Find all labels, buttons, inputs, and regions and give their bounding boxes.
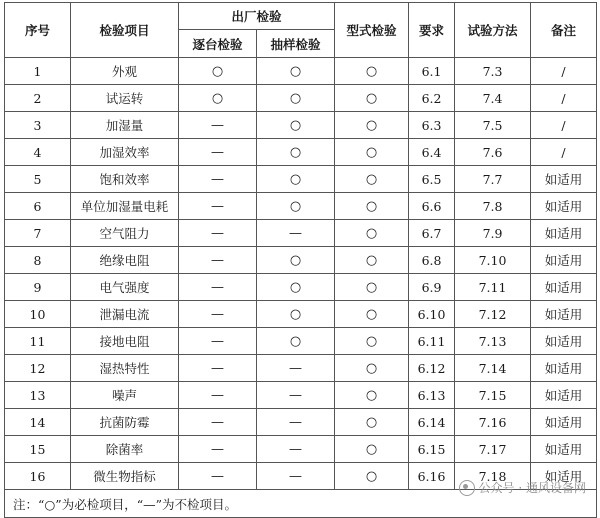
table-row — [5, 139, 597, 166]
cell-type-test: ○ — [335, 193, 409, 220]
wechat-icon — [459, 480, 475, 496]
cell-requirement: 6.1 — [409, 58, 455, 85]
header-type-test: 型式检验 — [335, 3, 409, 58]
cell-seq: 13 — [5, 382, 71, 409]
cell-seq: 4 — [5, 139, 71, 166]
cell-type-test: ○ — [335, 328, 409, 355]
cell-sample: ○ — [257, 193, 335, 220]
cell-method: 7.4 — [455, 85, 531, 112]
header-remark: 备注 — [531, 3, 597, 58]
table-row — [5, 166, 597, 193]
table-row — [5, 382, 597, 409]
cell-remark: 如适用 — [531, 328, 597, 355]
cell-seq: 14 — [5, 409, 71, 436]
cell-each: — — [179, 301, 257, 328]
header-test-method: 试验方法 — [455, 3, 531, 58]
cell-each: — — [179, 355, 257, 382]
cell-type-test: ○ — [335, 382, 409, 409]
cell-item: 电气强度 — [71, 274, 179, 301]
cell-requirement: 6.9 — [409, 274, 455, 301]
cell-remark: 如适用 — [531, 166, 597, 193]
cell-sample: — — [257, 220, 335, 247]
cell-seq: 9 — [5, 274, 71, 301]
cell-each: — — [179, 193, 257, 220]
cell-requirement: 6.10 — [409, 301, 455, 328]
table-row — [5, 436, 597, 463]
cell-each: — — [179, 247, 257, 274]
cell-method: 7.12 — [455, 301, 531, 328]
cell-type-test: ○ — [335, 58, 409, 85]
cell-seq: 11 — [5, 328, 71, 355]
cell-requirement: 6.6 — [409, 193, 455, 220]
cell-remark: 如适用 — [531, 274, 597, 301]
cell-method: 7.10 — [455, 247, 531, 274]
cell-seq: 1 — [5, 58, 71, 85]
cell-each: — — [179, 274, 257, 301]
cell-item: 噪声 — [71, 382, 179, 409]
cell-type-test: ○ — [335, 112, 409, 139]
cell-method: 7.7 — [455, 166, 531, 193]
cell-remark: 如适用 — [531, 463, 597, 490]
cell-each: — — [179, 409, 257, 436]
header-item: 检验项目 — [71, 3, 179, 58]
header-requirement: 要求 — [409, 3, 455, 58]
cell-seq: 15 — [5, 436, 71, 463]
cell-method: 7.17 — [455, 436, 531, 463]
cell-method: 7.8 — [455, 193, 531, 220]
table-row — [5, 274, 597, 301]
cell-sample: ○ — [257, 274, 335, 301]
cell-each: — — [179, 463, 257, 490]
cell-seq: 8 — [5, 247, 71, 274]
cell-sample: ○ — [257, 166, 335, 193]
cell-remark: / — [531, 139, 597, 166]
cell-seq: 7 — [5, 220, 71, 247]
cell-type-test: ○ — [335, 85, 409, 112]
cell-method: 7.18 — [455, 463, 531, 490]
cell-item: 外观 — [71, 58, 179, 85]
table-row — [5, 409, 597, 436]
cell-item: 试运转 — [71, 85, 179, 112]
cell-item: 抗菌防霉 — [71, 409, 179, 436]
cell-seq: 3 — [5, 112, 71, 139]
cell-each: — — [179, 166, 257, 193]
cell-item: 微生物指标 — [71, 463, 179, 490]
cell-sample: ○ — [257, 139, 335, 166]
cell-type-test: ○ — [335, 436, 409, 463]
cell-each: — — [179, 436, 257, 463]
cell-seq: 16 — [5, 463, 71, 490]
cell-item: 绝缘电阻 — [71, 247, 179, 274]
cell-remark: 如适用 — [531, 220, 597, 247]
header-sampling: 抽样检验 — [257, 30, 335, 58]
header-each-unit: 逐台检验 — [179, 30, 257, 58]
cell-requirement: 6.7 — [409, 220, 455, 247]
table-row — [5, 112, 597, 139]
cell-requirement: 6.2 — [409, 85, 455, 112]
table-row — [5, 355, 597, 382]
cell-seq: 2 — [5, 85, 71, 112]
cell-sample: — — [257, 463, 335, 490]
cell-sample: ○ — [257, 301, 335, 328]
cell-sample: — — [257, 436, 335, 463]
cell-method: 7.13 — [455, 328, 531, 355]
cell-item: 泄漏电流 — [71, 301, 179, 328]
cell-remark: 如适用 — [531, 436, 597, 463]
cell-remark: 如适用 — [531, 382, 597, 409]
cell-sample: ○ — [257, 85, 335, 112]
cell-seq: 10 — [5, 301, 71, 328]
table-row — [5, 193, 597, 220]
cell-each: — — [179, 382, 257, 409]
table-row — [5, 301, 597, 328]
cell-seq: 6 — [5, 193, 71, 220]
cell-item: 单位加湿量电耗 — [71, 193, 179, 220]
cell-requirement: 6.3 — [409, 112, 455, 139]
cell-sample: ○ — [257, 247, 335, 274]
cell-requirement: 6.14 — [409, 409, 455, 436]
cell-sample: ○ — [257, 58, 335, 85]
cell-type-test: ○ — [335, 463, 409, 490]
cell-method: 7.15 — [455, 382, 531, 409]
cell-each: — — [179, 139, 257, 166]
table-row — [5, 328, 597, 355]
cell-seq: 5 — [5, 166, 71, 193]
watermark — [459, 479, 586, 496]
cell-type-test: ○ — [335, 274, 409, 301]
cell-method: 7.11 — [455, 274, 531, 301]
cell-type-test: ○ — [335, 409, 409, 436]
cell-remark: / — [531, 112, 597, 139]
table-row — [5, 58, 597, 85]
cell-type-test: ○ — [335, 139, 409, 166]
cell-each: — — [179, 328, 257, 355]
cell-sample: — — [257, 409, 335, 436]
table-note: 注：“○”为必检项目，“—”为不检项目。 — [5, 490, 597, 518]
cell-sample: ○ — [257, 112, 335, 139]
cell-type-test: ○ — [335, 166, 409, 193]
cell-remark: 如适用 — [531, 247, 597, 274]
table-row — [5, 220, 597, 247]
cell-item: 接地电阻 — [71, 328, 179, 355]
cell-each: ○ — [179, 58, 257, 85]
cell-method: 7.9 — [455, 220, 531, 247]
cell-each: ○ — [179, 85, 257, 112]
cell-type-test: ○ — [335, 355, 409, 382]
cell-requirement: 6.15 — [409, 436, 455, 463]
cell-item: 湿热特性 — [71, 355, 179, 382]
cell-sample: — — [257, 355, 335, 382]
cell-method: 7.6 — [455, 139, 531, 166]
table-body — [5, 58, 597, 490]
cell-remark: 如适用 — [531, 355, 597, 382]
cell-remark: / — [531, 58, 597, 85]
cell-item: 加湿效率 — [71, 139, 179, 166]
cell-requirement: 6.11 — [409, 328, 455, 355]
cell-requirement: 6.13 — [409, 382, 455, 409]
cell-method: 7.16 — [455, 409, 531, 436]
cell-item: 饱和效率 — [71, 166, 179, 193]
cell-sample: ○ — [257, 328, 335, 355]
cell-method: 7.14 — [455, 355, 531, 382]
header-factory-inspection: 出厂检验 — [179, 3, 335, 30]
cell-method: 7.5 — [455, 112, 531, 139]
table-row — [5, 247, 597, 274]
cell-remark: 如适用 — [531, 409, 597, 436]
inspection-table — [4, 2, 597, 518]
header-seq: 序号 — [5, 3, 71, 58]
cell-remark: 如适用 — [531, 301, 597, 328]
cell-item: 加湿量 — [71, 112, 179, 139]
watermark-text: 公众号 · 通风设备网 — [478, 481, 586, 495]
cell-type-test: ○ — [335, 220, 409, 247]
cell-item: 除菌率 — [71, 436, 179, 463]
cell-remark: / — [531, 85, 597, 112]
cell-requirement: 6.8 — [409, 247, 455, 274]
cell-requirement: 6.5 — [409, 166, 455, 193]
cell-each: — — [179, 112, 257, 139]
cell-sample: — — [257, 382, 335, 409]
cell-each: — — [179, 220, 257, 247]
cell-requirement: 6.4 — [409, 139, 455, 166]
cell-item: 空气阻力 — [71, 220, 179, 247]
cell-type-test: ○ — [335, 301, 409, 328]
cell-type-test: ○ — [335, 247, 409, 274]
cell-seq: 12 — [5, 355, 71, 382]
cell-remark: 如适用 — [531, 193, 597, 220]
cell-requirement: 6.16 — [409, 463, 455, 490]
cell-method: 7.3 — [455, 58, 531, 85]
table-row — [5, 85, 597, 112]
cell-requirement: 6.12 — [409, 355, 455, 382]
